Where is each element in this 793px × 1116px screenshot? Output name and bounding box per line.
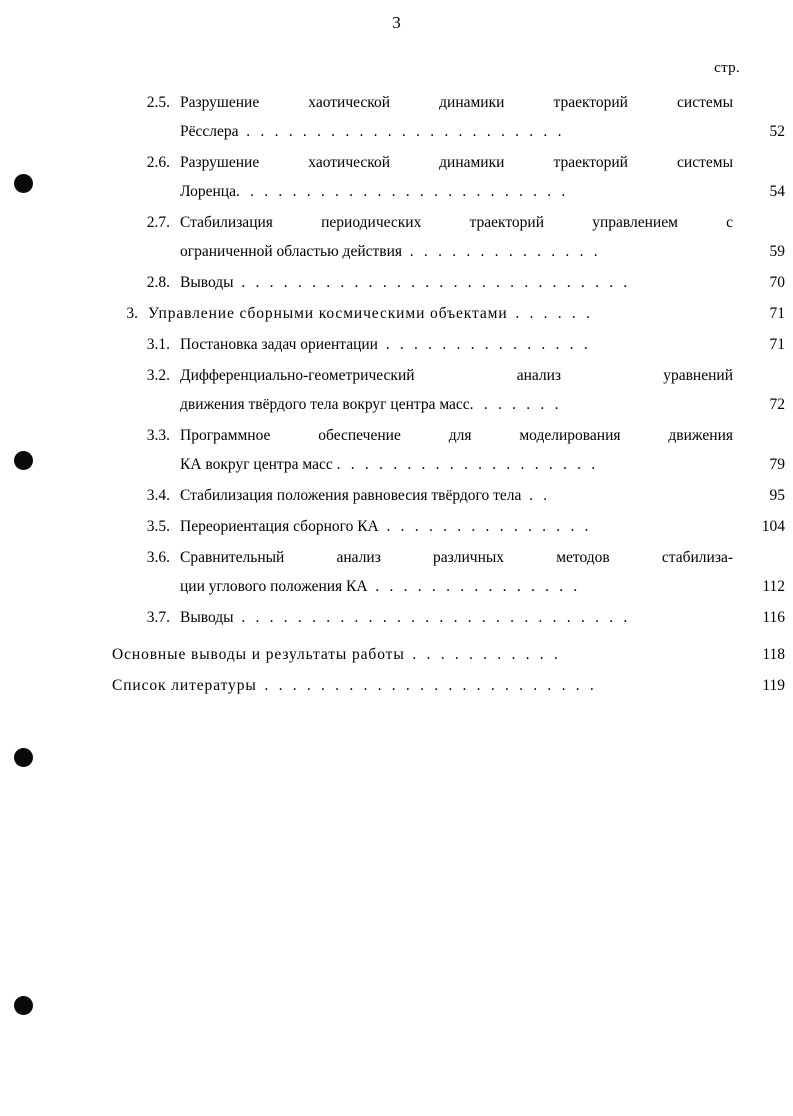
toc-entry-number: 2.7. — [146, 214, 170, 231]
toc-entry-title-cont: ограниченной областью действия — [180, 243, 403, 260]
toc-entry[interactable] — [0, 481, 793, 510]
toc-entry-title: Стабилизация положения равновесия твёрдого тела — [180, 487, 522, 504]
toc-leader-dots: . . . . . . . . . . . . . . . . . . . . . . . . . . . . — [241, 274, 631, 291]
toc-entry-page: 104 — [761, 518, 785, 535]
toc-entry[interactable] — [0, 543, 793, 601]
toc-entry-number: 3. — [126, 305, 138, 322]
toc-entry-number: 3.1. — [146, 336, 170, 353]
toc-entry[interactable] — [0, 421, 793, 479]
toc-entry-number: 2.5. — [146, 94, 170, 111]
toc-leader-dots: . . . . . . — [515, 305, 594, 322]
toc-entry-page: 118 — [762, 646, 785, 663]
toc-entry-number: 3.7. — [146, 609, 170, 626]
toc-entry-title-cont: Рёсслера — [180, 123, 239, 140]
toc-leader-dots: . . . . . . . . . . . . . . . . . . . . . . . . . . . . — [241, 609, 631, 626]
toc-leader-dots: . . . . . . . . . . . . . . . . . . . . . . . . — [235, 183, 569, 200]
toc-entry-number: 2.8. — [146, 274, 170, 291]
toc-entry-page: 72 — [769, 396, 785, 413]
toc-leader-dots: . . . . . . . . . . . . . . . . . . . . . . . — [246, 123, 565, 140]
binding-hole-icon — [14, 748, 33, 767]
toc-entry-title: Выводы — [180, 609, 234, 626]
toc-entry-page: 112 — [762, 578, 785, 595]
toc-leader-dots: . . . . . . . — [469, 396, 562, 413]
toc-entry[interactable] — [0, 512, 793, 541]
toc-entry[interactable] — [0, 640, 793, 669]
toc-entry-title-cont: ции углового положения КА — [180, 578, 368, 595]
toc-entry-title: Дифференциально-геометрический анализ уравнений — [180, 367, 733, 384]
toc-entry-title: Список литературы — [112, 677, 257, 694]
toc-entry-page: 79 — [769, 456, 785, 473]
toc-entry-number: 3.6. — [146, 549, 170, 566]
toc-entry-page: 54 — [769, 183, 785, 200]
toc-leader-dots: . . . . . . . . . . . . . . . . . . . — [336, 456, 599, 473]
toc-entry-page: 71 — [769, 336, 785, 353]
toc-entry[interactable] — [0, 88, 793, 146]
toc-entry[interactable] — [0, 330, 793, 359]
binding-hole-icon — [14, 996, 33, 1015]
toc-entry-title-cont: Лоренца — [180, 183, 236, 200]
toc-entry-title: Постановка задач ориентации — [180, 336, 378, 353]
toc-entry-page: 59 — [769, 243, 785, 260]
toc-entry-page: 52 — [769, 123, 785, 140]
toc-entry-number: 3.4. — [146, 487, 170, 504]
toc-entry-page: 116 — [762, 609, 785, 626]
toc-leader-dots: . . . . . . . . . . . . . . — [409, 243, 601, 260]
table-of-contents — [0, 88, 793, 702]
toc-entry-title: Основные выводы и результаты работы — [112, 646, 405, 663]
page-column-header: стр. — [714, 60, 740, 76]
toc-entry-number: 2.6. — [146, 154, 170, 171]
toc-entry-title: Разрушение хаотической динамики траекторий системы — [180, 94, 733, 111]
toc-entry[interactable] — [0, 671, 793, 700]
toc-entry[interactable] — [0, 603, 793, 632]
toc-entry-number: 3.2. — [146, 367, 170, 384]
toc-entry-title: Сравнительный анализ различных методов стабилиза- — [180, 549, 733, 566]
toc-entry-title: Управление сборными космическими объектами — [148, 305, 508, 322]
toc-leader-dots: . . . . . . . . . . . . . . . — [375, 578, 581, 595]
toc-entry[interactable] — [0, 268, 793, 297]
toc-entry-number: 3.3. — [146, 427, 170, 444]
toc-leader-dots: . . . . . . . . . . . . . . . — [386, 518, 592, 535]
toc-entry[interactable] — [0, 208, 793, 266]
toc-entry-title: Выводы — [180, 274, 234, 291]
toc-entry-title-cont: движения твёрдого тела вокруг центра масс — [180, 396, 470, 413]
toc-leader-dots: . . — [529, 487, 551, 504]
toc-leader-dots: . . . . . . . . . . . . . . . — [385, 336, 591, 353]
toc-leader-dots: . . . . . . . . . . . — [412, 646, 561, 663]
toc-entry-page: 71 — [769, 305, 785, 322]
toc-entry[interactable] — [0, 148, 793, 206]
toc-entry-title: Разрушение хаотической динамики траекторий системы — [180, 154, 733, 171]
toc-entry-title-cont: КА вокруг центра масс — [180, 456, 333, 473]
toc-entry[interactable] — [0, 361, 793, 419]
toc-entry-page: 119 — [762, 677, 785, 694]
toc-entry-page: 70 — [769, 274, 785, 291]
toc-entry-number: 3.5. — [146, 518, 170, 535]
toc-entry-title: Стабилизация периодических траекторий управлением с — [180, 214, 733, 231]
toc-leader-dots: . . . . . . . . . . . . . . . . . . . . . . . . — [264, 677, 597, 694]
page-number: 3 — [392, 13, 401, 32]
toc-entry-page: 95 — [769, 487, 785, 504]
toc-entry-title: Переориентация сборного КА — [180, 518, 379, 535]
toc-entry-title: Программное обеспечение для моделирования движения — [180, 427, 733, 444]
toc-entry[interactable] — [0, 299, 793, 328]
